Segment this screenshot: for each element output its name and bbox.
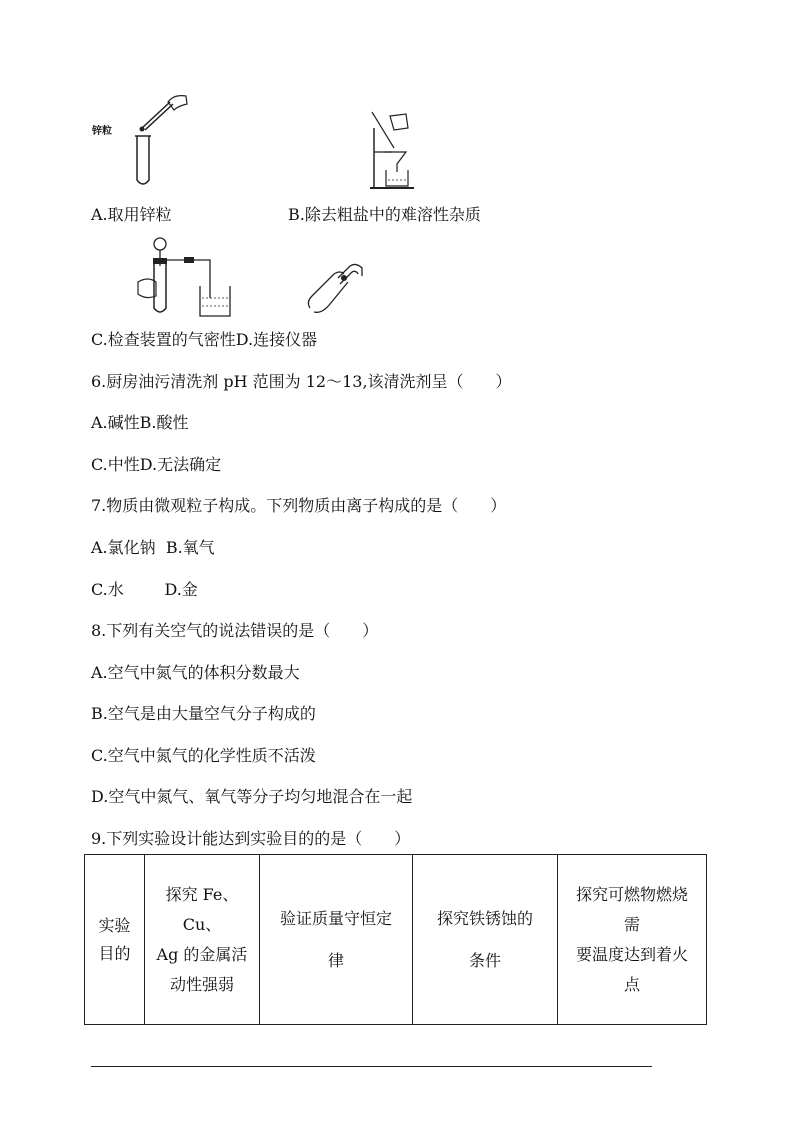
table-cell-mass-conservation: 验证质量守恒定 律 — [260, 855, 413, 1025]
question-6-option-2: C.中性D.无法确定 — [91, 455, 222, 474]
question-8-option-c: C.空气中氮气的化学性质不活泼 — [91, 746, 316, 765]
caption-b: B.除去粗盐中的难溶性杂质 — [288, 205, 481, 224]
table-header-cell: 实验 目的 — [85, 855, 145, 1025]
caption-a: A.取用锌粒 — [91, 205, 172, 224]
figure-a-zinc — [90, 92, 200, 192]
question-7-stem: 7.物质由微观粒子构成。下列物质由离子构成的是（ ） — [91, 496, 507, 515]
question-7-option-2: C.水 D.金 — [91, 580, 198, 599]
question-8-option-a: A.空气中氮气的体积分数最大 — [91, 663, 300, 682]
figure-b-filtration — [362, 108, 422, 194]
caption-cd: C.检查装置的气密性D.连接仪器 — [91, 330, 318, 349]
footer-rule — [91, 1066, 652, 1067]
question-6-stem: 6.厨房油污清洗剂 pH 范围为 12～13,该清洗剂呈（ ） — [91, 372, 512, 391]
table-cell-metal-activity: 探究 Fe、Cu、 Ag 的金属活 动性强弱 — [145, 855, 260, 1025]
figure-c-airtightness — [134, 236, 234, 320]
question-6-option-1: A.碱性B.酸性 — [91, 413, 189, 432]
connecting-tube-icon — [300, 258, 370, 318]
question-9-stem: 9.下列实验设计能达到实验目的的是（ ） — [91, 829, 411, 848]
question-8-stem: 8.下列有关空气的说法错误的是（ ） — [91, 621, 379, 640]
test-tube-forceps-icon — [90, 92, 200, 192]
table-row — [85, 855, 707, 1025]
question-8-option-d: D.空气中氮气、氧气等分子均匀地混合在一起 — [91, 787, 413, 806]
question-8-option-b: B.空气是由大量空气分子构成的 — [91, 704, 316, 723]
question-7-option-1: A.氯化钠 B.氧气 — [91, 538, 215, 557]
table-cell-iron-rusting: 探究铁锈蚀的 条件 — [413, 855, 558, 1025]
filtration-apparatus-icon — [362, 108, 422, 194]
airtightness-check-icon — [134, 236, 234, 320]
experiment-table — [84, 854, 707, 1025]
figure-d-connecting — [300, 258, 370, 318]
table-cell-combustion: 探究可燃物燃烧 需 要温度达到着火 点 — [558, 855, 707, 1025]
zinc-label: 锌粒 — [92, 126, 112, 137]
